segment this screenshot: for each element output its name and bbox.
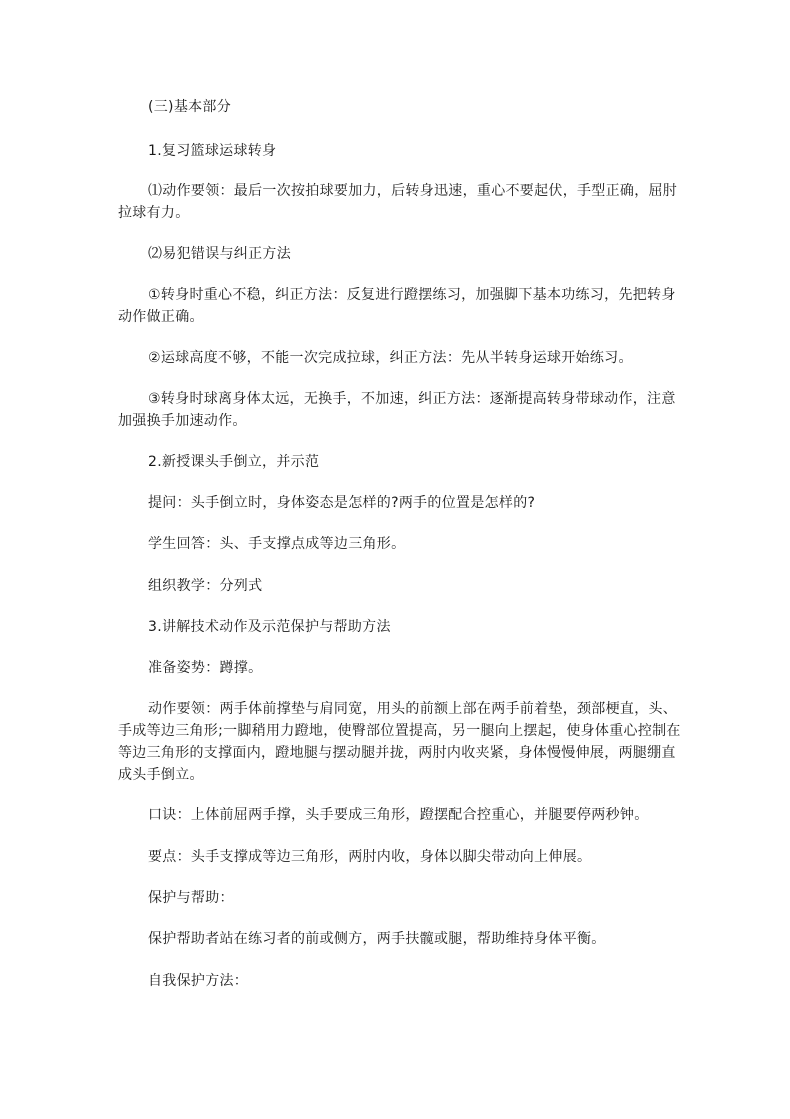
action-paragraph bbox=[118, 698, 681, 786]
item1-title-text: 1.复习篮球运球转身 bbox=[148, 143, 277, 159]
section-title bbox=[118, 96, 700, 118]
item2-title bbox=[118, 451, 700, 473]
paragraph-line: ①转身时重心不稳，纠正方法：反复进行蹬摆练习，加强脚下基本功练习，先把转身 bbox=[148, 287, 676, 303]
error3-paragraph bbox=[118, 388, 676, 432]
paragraph-line: 手成等边三角形;一脚稍用力蹬地，使臀部位置提高，另一腿向上摆起，使身体重心控制在 bbox=[118, 723, 681, 739]
item2-title-text: 2.新授课头手倒立，并示范 bbox=[148, 454, 320, 470]
paragraph-line: 准备姿势：蹲撑。 bbox=[148, 660, 263, 676]
prepare-paragraph bbox=[118, 657, 700, 679]
rhyme-paragraph bbox=[118, 804, 700, 826]
paragraph-line: 要点：头手支撑成等边三角形，两肘内收，身体以脚尖带动向上伸展。 bbox=[148, 849, 592, 865]
paragraph-line: 保护与帮助： bbox=[148, 890, 234, 906]
error1-paragraph bbox=[118, 284, 676, 328]
question-paragraph bbox=[118, 492, 700, 514]
paragraph-line: ⑴动作要领：最后一次按拍球要加力，后转身迅速，重心不要起伏，手型正确，屈肘 bbox=[148, 183, 678, 199]
answer-paragraph bbox=[118, 533, 700, 555]
paragraph-line: 拉球有力。 bbox=[118, 205, 190, 221]
item3-title-text: 3.讲解技术动作及示范保护与帮助方法 bbox=[148, 619, 391, 635]
paragraph-line: 动作要领：两手体前撑垫与肩同宽，用头的前额上部在两手前着垫，颈部梗直，头、 bbox=[148, 701, 678, 717]
protect-paragraph bbox=[118, 928, 700, 950]
paragraph-line: ③转身时球离身体太远，无换手，不加速，纠正方法：逐渐提高转身带球动作，注意 bbox=[148, 391, 676, 407]
paragraph-line: 口诀：上体前屈两手撑，头手要成三角形，蹬摆配合控重心，并腿要停两秒钟。 bbox=[148, 807, 649, 823]
paragraph-line: 等边三角形的支撑面内，蹬地腿与摆动腿并拢，两肘内收夹紧，身体慢慢伸展，两腿绷直 bbox=[118, 745, 676, 761]
item1-paragraph1 bbox=[118, 180, 678, 224]
paragraph-line: 动作做正确。 bbox=[118, 309, 204, 325]
paragraph-line: 自我保护方法： bbox=[148, 973, 249, 989]
paragraph-line: 提问：头手倒立时，身体姿态是怎样的?两手的位置是怎样的? bbox=[148, 495, 536, 511]
paragraph-line: 加强换手加速动作。 bbox=[118, 413, 247, 429]
paragraph-line: 学生回答：头、手支撑点成等边三角形。 bbox=[148, 536, 406, 552]
paragraph-line: ②运球高度不够，不能一次完成拉球，纠正方法：先从半转身运球开始练习。 bbox=[148, 350, 633, 366]
paragraph-line: 组织教学：分列式 bbox=[148, 578, 263, 594]
item1-title bbox=[118, 140, 700, 162]
item1-paragraph2 bbox=[118, 243, 670, 265]
item3-title bbox=[118, 616, 700, 638]
organize-paragraph bbox=[118, 575, 700, 597]
section-title-text: (三)基本部分 bbox=[148, 99, 232, 115]
self-protect-title bbox=[118, 970, 700, 992]
paragraph-line: 保护帮助者站在练习者的前或侧方，两手扶髋或腿，帮助维持身体平衡。 bbox=[148, 931, 606, 947]
paragraph-line: 成头手倒立。 bbox=[118, 767, 204, 783]
paragraph-line: ⑵易犯错误与纠正方法 bbox=[148, 246, 291, 262]
keypoint-paragraph bbox=[118, 846, 700, 868]
protect-title bbox=[118, 887, 700, 909]
error2-paragraph bbox=[118, 347, 670, 369]
